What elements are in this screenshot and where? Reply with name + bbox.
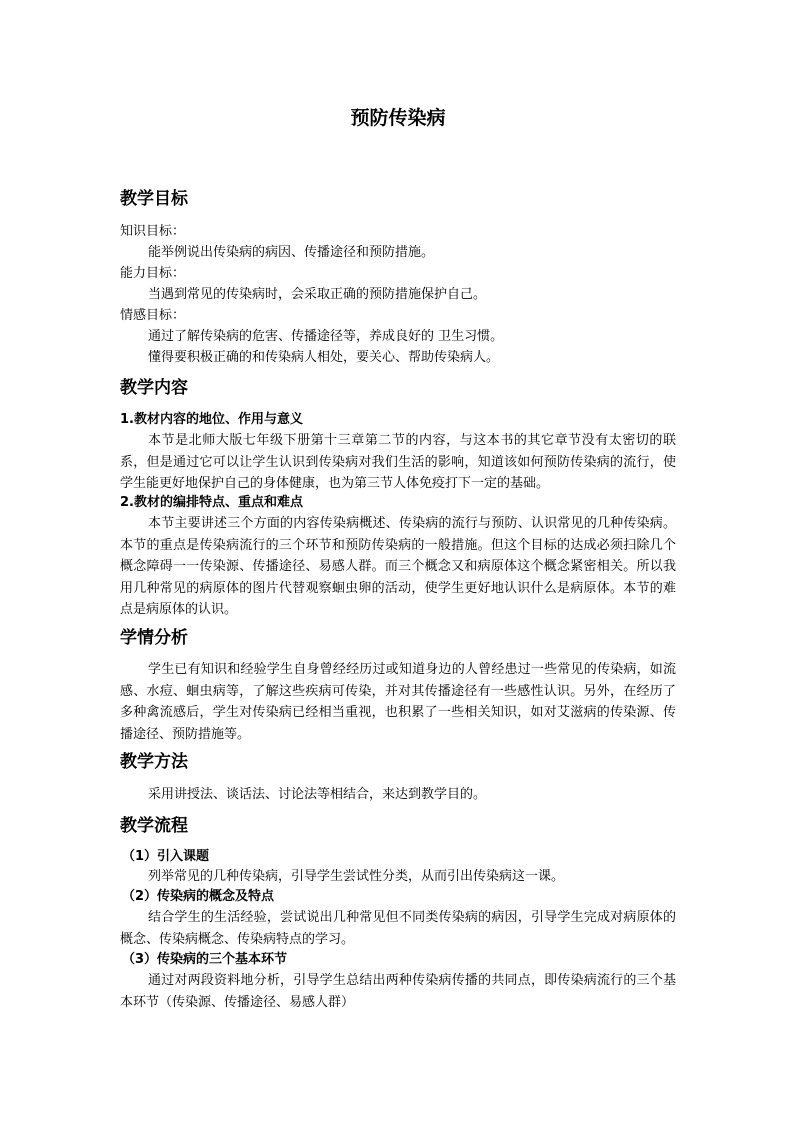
emotion-label: 情感目标： — [120, 308, 186, 323]
methods-text: 采用讲授法、谈话法、讨论法等相结合，来达到教学目的。 — [148, 787, 487, 802]
process-step2-text: 结合学生的生活经验，尝试说出几种常见但不同类传染病的病因，引导学生完成对病原体的概念、传染病概念、传染病特点的学习。 — [120, 910, 676, 947]
emotion-text-1: 通过了解传染病的危害、传播途径等，养成良好的 卫生习惯。 — [148, 329, 504, 344]
section-heading-analysis: 学情分析 — [120, 628, 188, 648]
page-title: 预防传染病 — [350, 107, 446, 129]
ability-label: 能力目标： — [120, 266, 186, 281]
analysis-text: 学生已有知识和经验学生自身曾经经历过或知道身边的人曾经患过一些常见的传染病，如流感、水痘、蛔虫病等，了解这些疾病可传染，并对其传播途径有一些感性认识。另外，在经历了多种禽流感后，学生对传染病已经相当重视，也积累了一些相关知识，如对艾滋病的传染源、传播途径、预防措施等。 — [120, 662, 676, 742]
process-step3-heading: （3）传染病的三个基本环节 — [122, 952, 288, 967]
ability-text: 当遇到常见的传染病时，会采取正确的预防措施保护自己。 — [148, 287, 487, 302]
process-step3-text: 通过对两段资料地分析，引导学生总结出两种传染病传播的共同点，即传染病流行的三个基本环节（传染源、传播途径、易感人群） — [120, 973, 676, 1010]
emotion-text-2: 懂得要积极正确的和传染病人相处，要关心、帮助传染病人。 — [148, 350, 500, 365]
knowledge-text: 能举例说出传染病的病因、传播途径和预防措施。 — [148, 245, 435, 260]
section-heading-methods: 教学方法 — [120, 752, 188, 772]
process-step1-text: 列举常见的几种传染病，引导学生尝试性分类，从而引出传染病这一课。 — [148, 869, 565, 884]
section-heading-objectives: 教学目标 — [120, 189, 188, 209]
section-heading-process: 教学流程 — [120, 816, 188, 836]
knowledge-label: 知识目标： — [120, 224, 186, 239]
content-sub2-heading: 2.教材的编排特点、重点和难点 — [120, 495, 303, 510]
content-sub1-heading: 1.教材内容的地位、作用与意义 — [120, 412, 303, 427]
content-sub1-text: 本节是北师大版七年级下册第十三章第二节的内容，与这本书的其它章节没有太密切的联系，但是通过它可以让学生认识到传染病对我们生活的影响，知道该如何预防传染病的流行，使学生能更好地保护自己的身体健康，也为第三节人体免疫打下一定的基础。 — [120, 433, 676, 491]
process-step1-heading: （1）引入课题 — [122, 849, 210, 864]
section-heading-content: 教学内容 — [120, 378, 188, 398]
process-step2-heading: （2）传染病的概念及特点 — [122, 889, 275, 904]
content-sub2-text: 本节主要讲述三个方面的内容传染病概述、传染病的流行与预防、认识常见的几种传染病。本节的重点是传染病流行的三个环节和预防传染病的一般措施。但这个目标的达成必须扫除几个概念障碍一一传染源、传播途径、易感人群。而三个概念又和病原体这个概念紧密相关。所以我用几种常见的病原体的图片代替观察蛔虫卵的活动，使学生更好地认识什么是病原体。本节的难点是病原体的认识。 — [120, 516, 676, 617]
